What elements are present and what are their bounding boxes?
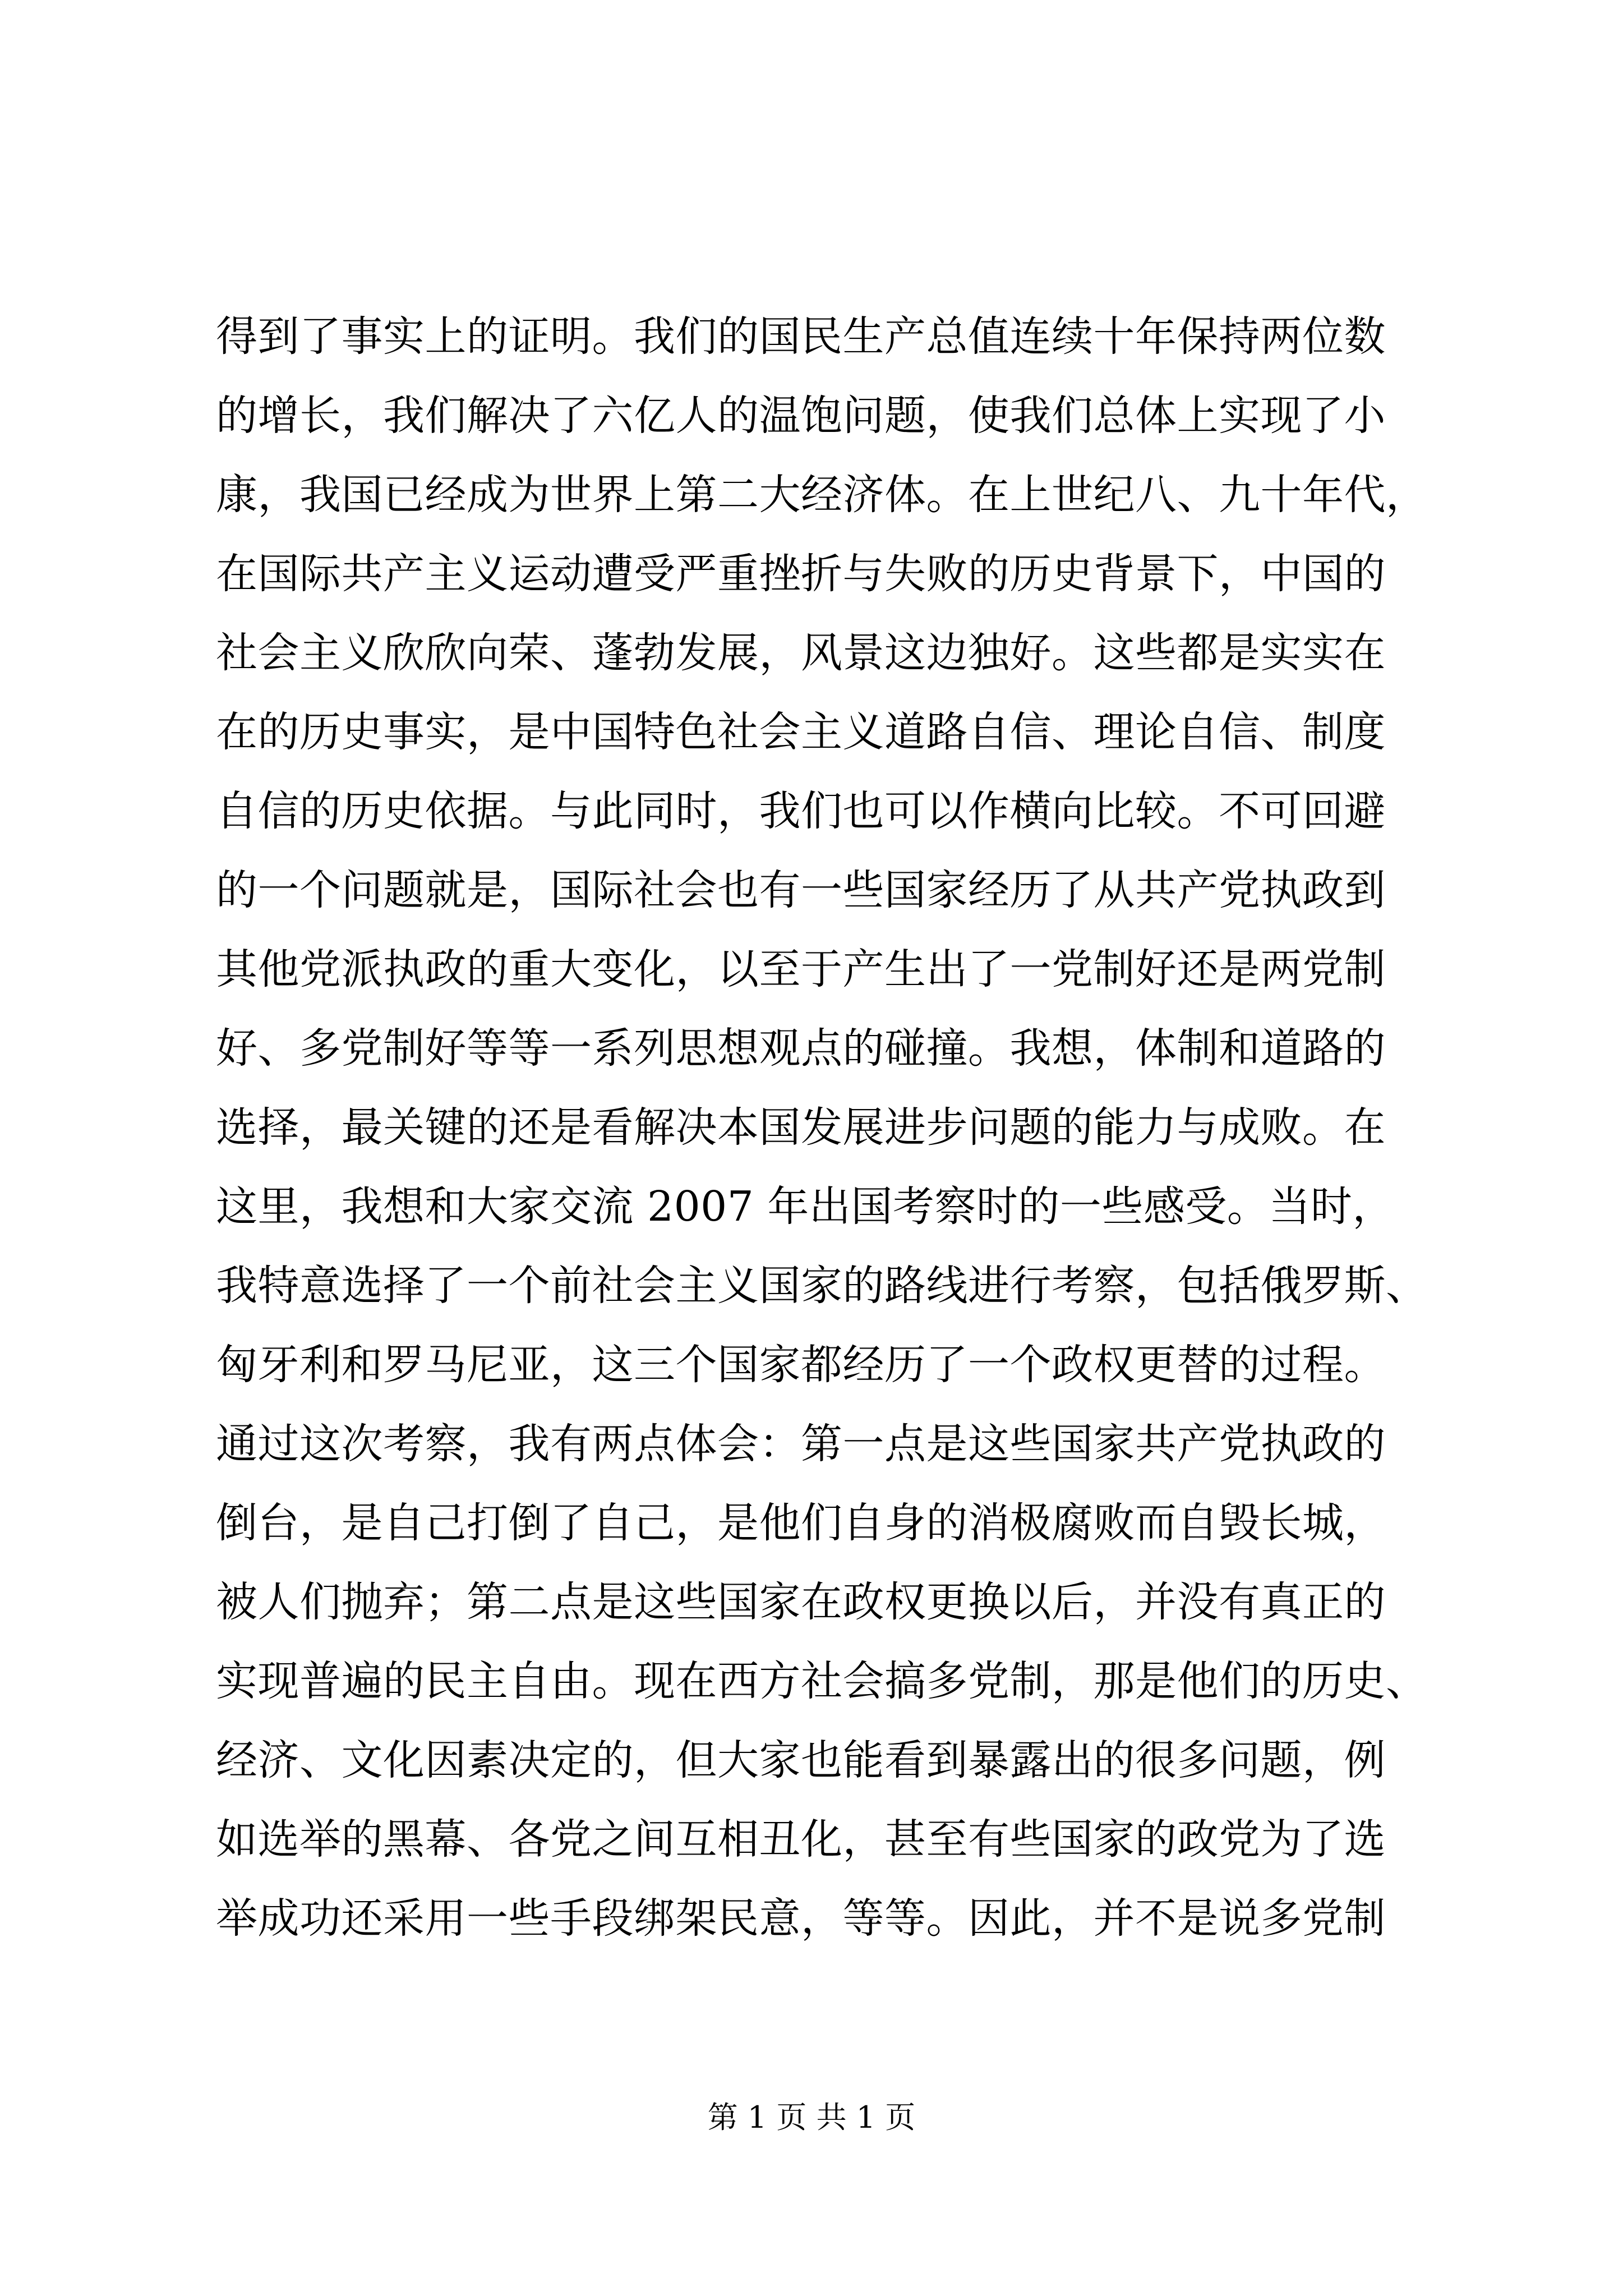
page-number-footer: 第 1 页 共 1 页 xyxy=(707,2100,916,2135)
text-line: 自信的历史依据。与此同时，我们也可以作横向比较。不可回避 xyxy=(216,787,1386,835)
text-line: 经济、文化因素决定的，但大家也能看到暴露出的很多问题，例 xyxy=(216,1736,1386,1784)
text-line: 选择，最关键的还是看解决本国发展进步问题的能力与成败。在 xyxy=(216,1103,1386,1152)
text-line: 如选举的黑幕、各党之间互相丑化，甚至有些国家的政党为了选 xyxy=(216,1815,1386,1864)
text-line: 的一个问题就是，国际社会也有一些国家经历了从共产党执政到 xyxy=(216,866,1386,914)
text-line: 我特意选择了一个前社会主义国家的路线进行考察，包括俄罗斯、 xyxy=(216,1262,1428,1310)
text-line: 的增长，我们解决了六亿人的温饱问题，使我们总体上实现了小 xyxy=(216,392,1386,440)
text-line: 康，我国已经成为世界上第二大经济体。在上世纪八、九十年代， xyxy=(216,471,1428,519)
text-line: 得到了事实上的证明。我们的国民生产总值连续十年保持两位数 xyxy=(216,312,1386,361)
text-line: 社会主义欣欣向荣、蓬勃发展，风景这边独好。这些都是实实在 xyxy=(216,629,1386,677)
text-line: 在的历史事实，是中国特色社会主义道路自信、理论自信、制度 xyxy=(216,708,1386,756)
text-line: 举成功还采用一些手段绑架民意，等等。因此，并不是说多党制 xyxy=(216,1894,1386,1943)
text-line: 被人们抛弃；第二点是这些国家在政权更换以后，并没有真正的 xyxy=(216,1578,1386,1626)
text-line: 实现普遍的民主自由。现在西方社会搞多党制，那是他们的历史、 xyxy=(216,1657,1428,1705)
text-line: 其他党派执政的重大变化，以至于产生出了一党制好还是两党制 xyxy=(216,945,1386,993)
text-line: 通过这次考察，我有两点体会：第一点是这些国家共产党执政的 xyxy=(216,1420,1386,1468)
text-line: 好、多党制好等等一系列思想观点的碰撞。我想，体制和道路的 xyxy=(216,1024,1386,1073)
text-line: 匈牙利和罗马尼亚，这三个国家都经历了一个政权更替的过程。 xyxy=(216,1341,1386,1389)
text-line: 在国际共产主义运动遭受严重挫折与失败的历史背景下，中国的 xyxy=(216,550,1386,598)
text-line: 这里，我想和大家交流 2007 年出国考察时的一些感受。当时， xyxy=(216,1182,1394,1231)
text-line: 倒台，是自己打倒了自己，是他们自身的消极腐败而自毁长城， xyxy=(216,1499,1386,1547)
body-text xyxy=(216,297,1427,1958)
